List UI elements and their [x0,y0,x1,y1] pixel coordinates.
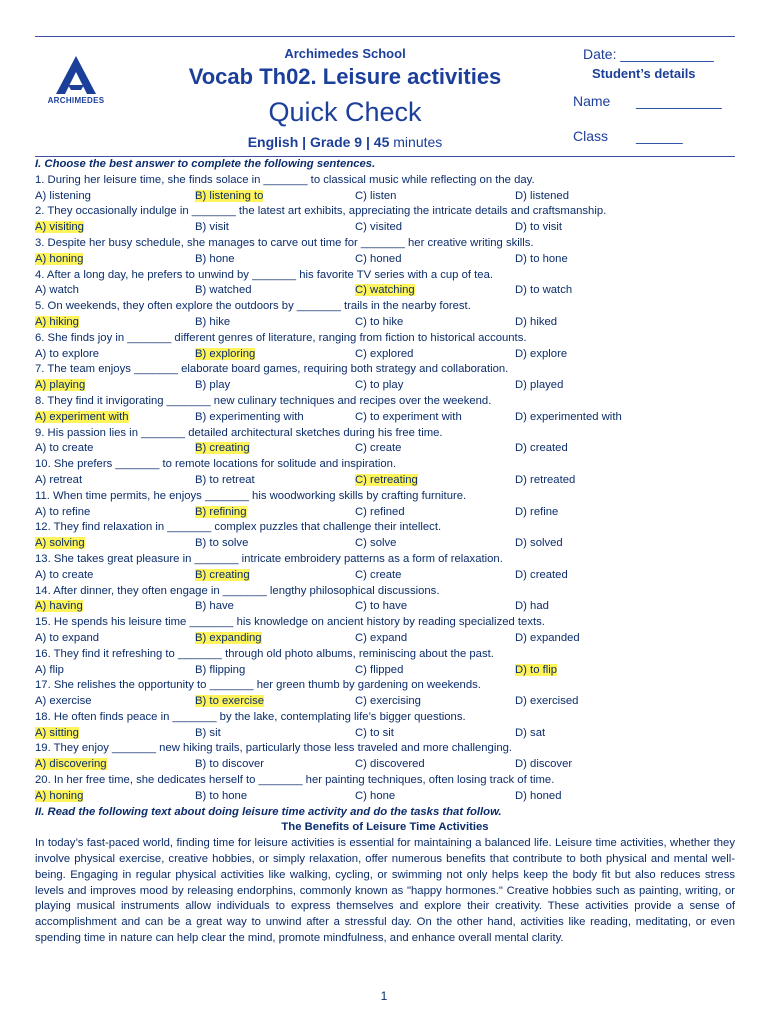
class-blank: ______ [636,128,683,144]
option-text: D) to watch [515,284,573,297]
answer-options [35,568,735,584]
option-text: B) watched [195,284,252,297]
answer-option [35,694,195,710]
answer-option [515,599,735,615]
answer-option [35,505,195,521]
answer-option [195,789,355,805]
answer-option [35,347,195,363]
answer-option [355,315,515,331]
date-field: Date: ____________ [583,46,714,62]
question-text: 7. The team enjoys _______ elaborate board games, requiring both strategy and collaboration. [35,363,509,376]
option-text: B) sit [195,726,221,739]
answer-options [35,220,735,236]
duration-unit: minutes [389,134,443,150]
answer-option [195,505,355,521]
answer-option [195,347,355,363]
highlighted-answer: B) expanding [195,631,262,644]
question-list [35,173,735,805]
answer-options [35,473,735,489]
answer-option [515,694,735,710]
answer-option [195,252,355,268]
worksheet-content [35,157,735,947]
highlighted-answer: C) watching [355,284,415,297]
answer-option [515,631,735,647]
answer-option [515,252,735,268]
answer-option [35,189,195,205]
question-text: 1. During her leisure time, she finds solace in _______ to classical music while reflecting on the day. [35,173,535,186]
answer-option [515,473,735,489]
answer-option [355,283,515,299]
answer-option [195,441,355,457]
answer-option [195,220,355,236]
highlighted-answer: A) hiking [35,315,79,328]
answer-option [355,568,515,584]
option-text: C) visited [355,221,403,234]
highlighted-answer: A) solving [35,537,85,550]
option-text: A) flip [35,663,64,676]
highlighted-answer: A) discovering [35,758,107,771]
option-text: A) watch [35,284,79,297]
answer-option [195,315,355,331]
answer-option [355,252,515,268]
answer-option [515,347,735,363]
question-text: 5. On weekends, they often explore the outdoors by _______ trails in the nearby forest. [35,300,471,313]
option-text: C) listen [355,189,397,202]
answer-option [195,631,355,647]
answer-option [515,663,735,679]
answer-option [355,599,515,615]
answer-option [355,441,515,457]
option-text: B) to hone [195,789,248,802]
option-text: D) created [515,442,568,455]
answer-option [35,441,195,457]
option-text: A) exercise [35,695,92,708]
option-text: A) to expand [35,631,100,644]
option-text: D) sat [515,726,546,739]
quick-check-title: Quick Check [268,97,422,127]
answer-options [35,283,735,299]
option-text: A) to create [35,442,94,455]
highlighted-answer: B) refining [195,505,247,518]
option-text: D) created [515,568,568,581]
answer-option [195,189,355,205]
answer-options [35,663,735,679]
option-text: D) played [515,379,564,392]
option-text: D) discover [515,758,573,771]
answer-option [35,757,195,773]
answer-option [35,568,195,584]
answer-option [195,568,355,584]
reading-paragraph: In today’s fast-paced world, finding time for leisure activities is essential for maintaining a balanced life. Leisure time activities, whether they involve physical exercise, creative hobbies, or simply relaxation, offer numerous benefits that contribute to both physical and mental well-being. Engaging in regular physical activities like walking, cycling, or swimming not only helps keep the body fit but also reduces stress levels and improves mood by releasing endorphins, commonly known as "happy hormones." Creative hobbies such as painting, writing, or playing musical instruments allow individuals to express themselves and explore their creativity. These activities provide a sense of accomplishment and can be a great way to unwind after a stressful day. On the other hand, activities like reading, meditating, or even spending time in nature can help clear the mind, promote mindfulness, and enhance overall mental clarity. [35,837,735,945]
option-text: C) refined [355,505,405,518]
option-text: B) experimenting with [195,410,304,423]
option-text: D) hiked [515,315,558,328]
option-text: B) to retreat [195,473,255,486]
option-text: D) to visit [515,221,563,234]
highlighted-answer: A) experiment with [35,410,129,423]
question-text: 15. He spends his leisure time _______ his knowledge on ancient history by reading specialized texts. [35,616,545,629]
question-text: 11. When time permits, he enjoys _______ his woodworking skills by crafting furniture. [35,489,467,502]
question-text: 2. They occasionally indulge in _______ the latest art exhibits, appreciating the intricate details and craftsmanship. [35,205,607,218]
vocab-title: Vocab Th02. Leisure activities [188,64,502,89]
option-text: D) had [515,600,549,613]
option-text: C) solve [355,537,397,550]
answer-option [355,694,515,710]
answer-option [515,410,735,426]
answer-options [35,726,735,742]
answer-option [355,757,515,773]
option-text: B) hike [195,315,231,328]
highlighted-answer: B) exploring [195,347,256,360]
answer-option [515,441,735,457]
answer-option [35,473,195,489]
option-text: B) hone [195,252,235,265]
question-text: 20. In her free time, she dedicates herself to _______ her painting techniques, often losing track of time. [35,774,555,787]
answer-option [355,789,515,805]
answer-option [515,220,735,236]
student-details-label: Student’s details [592,66,696,81]
answer-option [355,473,515,489]
answer-option [195,599,355,615]
option-text: A) to create [35,568,94,581]
answer-option [195,726,355,742]
answer-option [35,283,195,299]
question-text: 17. She relishes the opportunity to _______ her green thumb by gardening on weekends. [35,679,481,692]
reading-title: The Benefits of Leisure Time Activities [281,821,489,834]
answer-option [35,410,195,426]
option-text: C) to play [355,379,404,392]
answer-option [35,599,195,615]
option-text: D) explore [515,347,568,360]
option-text: B) play [195,379,231,392]
highlighted-answer: A) sitting [35,726,79,739]
option-text: C) honed [355,252,402,265]
option-text: D) solved [515,537,563,550]
option-text: C) discovered [355,758,425,771]
answer-option [515,568,735,584]
question-text: 6. She finds joy in _______ different genres of literature, ranging from fiction to historical accounts. [35,331,527,344]
answer-option [515,378,735,394]
question-text: 4. After a long day, he prefers to unwind by _______ his favorite TV series with a cup of tea. [35,268,494,281]
answer-option [195,663,355,679]
question-text: 14. After dinner, they often engage in _______ lengthy philosophical discussions. [35,584,440,597]
answer-option [35,220,195,236]
highlighted-answer: B) creating [195,442,250,455]
answer-option [515,536,735,552]
answer-options [35,189,735,205]
answer-option [355,505,515,521]
option-text: C) explored [355,347,414,360]
answer-options [35,347,735,363]
option-text: A) to refine [35,505,91,518]
subject-meta [200,134,490,150]
question-text: 13. She takes great pleasure in _______ intricate embroidery patterns as a form of relaxation. [35,552,503,565]
option-text: A) retreat [35,473,83,486]
option-text: C) create [355,442,402,455]
question-text: 16. They find it refreshing to _______ through old photo albums, reminiscing about the past. [35,647,494,660]
answer-options [35,315,735,331]
answer-option [515,757,735,773]
highlighted-answer: A) honing [35,789,84,802]
option-text: D) experimented with [515,410,622,423]
option-text: B) flipping [195,663,246,676]
answer-options [35,378,735,394]
answer-option [355,347,515,363]
school-name: Archimedes School [284,46,406,61]
option-text: B) have [195,600,234,613]
answer-option [195,757,355,773]
answer-options [35,536,735,552]
answer-option [35,315,195,331]
answer-option [35,252,195,268]
answer-option [515,315,735,331]
highlighted-answer: D) to flip [515,663,558,676]
name-blank: ___________ [636,93,722,109]
answer-options [35,505,735,521]
option-text: C) flipped [355,663,404,676]
answer-option [195,694,355,710]
section1-instruction: I. Choose the best answer to complete the following sentences. [35,158,376,170]
option-text: D) listened [515,189,569,202]
option-text: D) honed [515,789,562,802]
answer-option [515,283,735,299]
option-text: D) to hone [515,252,568,265]
option-text: B) to solve [195,537,249,550]
answer-option [195,536,355,552]
question-text: 18. He often finds peace in _______ by the lake, contemplating life’s bigger questions. [35,710,466,723]
answer-option [355,536,515,552]
highlighted-answer: A) having [35,600,83,613]
answer-options [35,757,735,773]
highlighted-answer: A) visiting [35,221,84,234]
highlighted-answer: B) creating [195,568,250,581]
option-text: A) to explore [35,347,100,360]
option-text: D) refine [515,505,559,518]
option-text: C) to hike [355,315,404,328]
answer-option [515,726,735,742]
class-label: Class [573,128,609,144]
answer-option [195,283,355,299]
highlighted-answer: B) listening to [195,189,264,202]
answer-option [195,473,355,489]
option-text: C) to have [355,600,408,613]
answer-option [355,726,515,742]
question-text: 9. His passion lies in _______ detailed architectural sketches during his free time. [35,426,443,439]
question-text: 12. They find relaxation in _______ complex puzzles that challenge their intellect. [35,521,442,534]
answer-options [35,694,735,710]
logo-text: ARCHIMEDES [47,96,105,105]
answer-options [35,252,735,268]
answer-option [195,410,355,426]
answer-options [35,631,735,647]
answer-option [355,663,515,679]
answer-option [35,726,195,742]
highlighted-answer: A) honing [35,252,84,265]
section2-instruction: II. Read the following text about doing leisure time activity and do the tasks that follow. [35,805,502,818]
answer-option [35,789,195,805]
top-divider [35,36,735,37]
option-text: C) to sit [355,726,394,739]
answer-options [35,441,735,457]
answer-option [515,505,735,521]
answer-option [515,789,735,805]
option-text: A) listening [35,189,91,202]
question-text: 3. Despite her busy schedule, she manages to carve out time for _______ her creative writing skills. [35,236,534,249]
answer-option [355,631,515,647]
answer-option [355,378,515,394]
answer-options [35,599,735,615]
answer-option [35,378,195,394]
question-text: 10. She prefers _______ to remote locations for solitude and inspiration. [35,458,397,471]
page-number: 1 [380,989,388,1003]
answer-options [35,789,735,805]
highlighted-answer: C) retreating [355,473,418,486]
answer-option [35,536,195,552]
highlighted-answer: B) to exercise [195,695,265,708]
option-text: D) exercised [515,695,579,708]
answer-option [35,663,195,679]
option-text: C) to experiment with [355,410,462,423]
option-text: D) expanded [515,631,580,644]
option-text: B) to discover [195,758,265,771]
question-text: 19. They enjoy _______ new hiking trails, particularly those less traveled and more challenging. [35,742,513,755]
answer-option [35,631,195,647]
answer-option [355,410,515,426]
option-text: B) visit [195,221,229,234]
option-text: D) retreated [515,473,576,486]
answer-option [355,189,515,205]
highlighted-answer: A) playing [35,379,86,392]
answer-option [195,378,355,394]
question-text: 8. They find it invigorating _______ new culinary techniques and recipes over the weekend. [35,394,492,407]
answer-options [35,410,735,426]
option-text: C) hone [355,789,396,802]
answer-option [355,220,515,236]
option-text: C) exercising [355,695,421,708]
subject-grade: English | Grade 9 | 45 [247,134,390,150]
option-text: C) expand [355,631,408,644]
answer-option [515,189,735,205]
option-text: C) create [355,568,402,581]
name-label: Name [573,93,611,109]
